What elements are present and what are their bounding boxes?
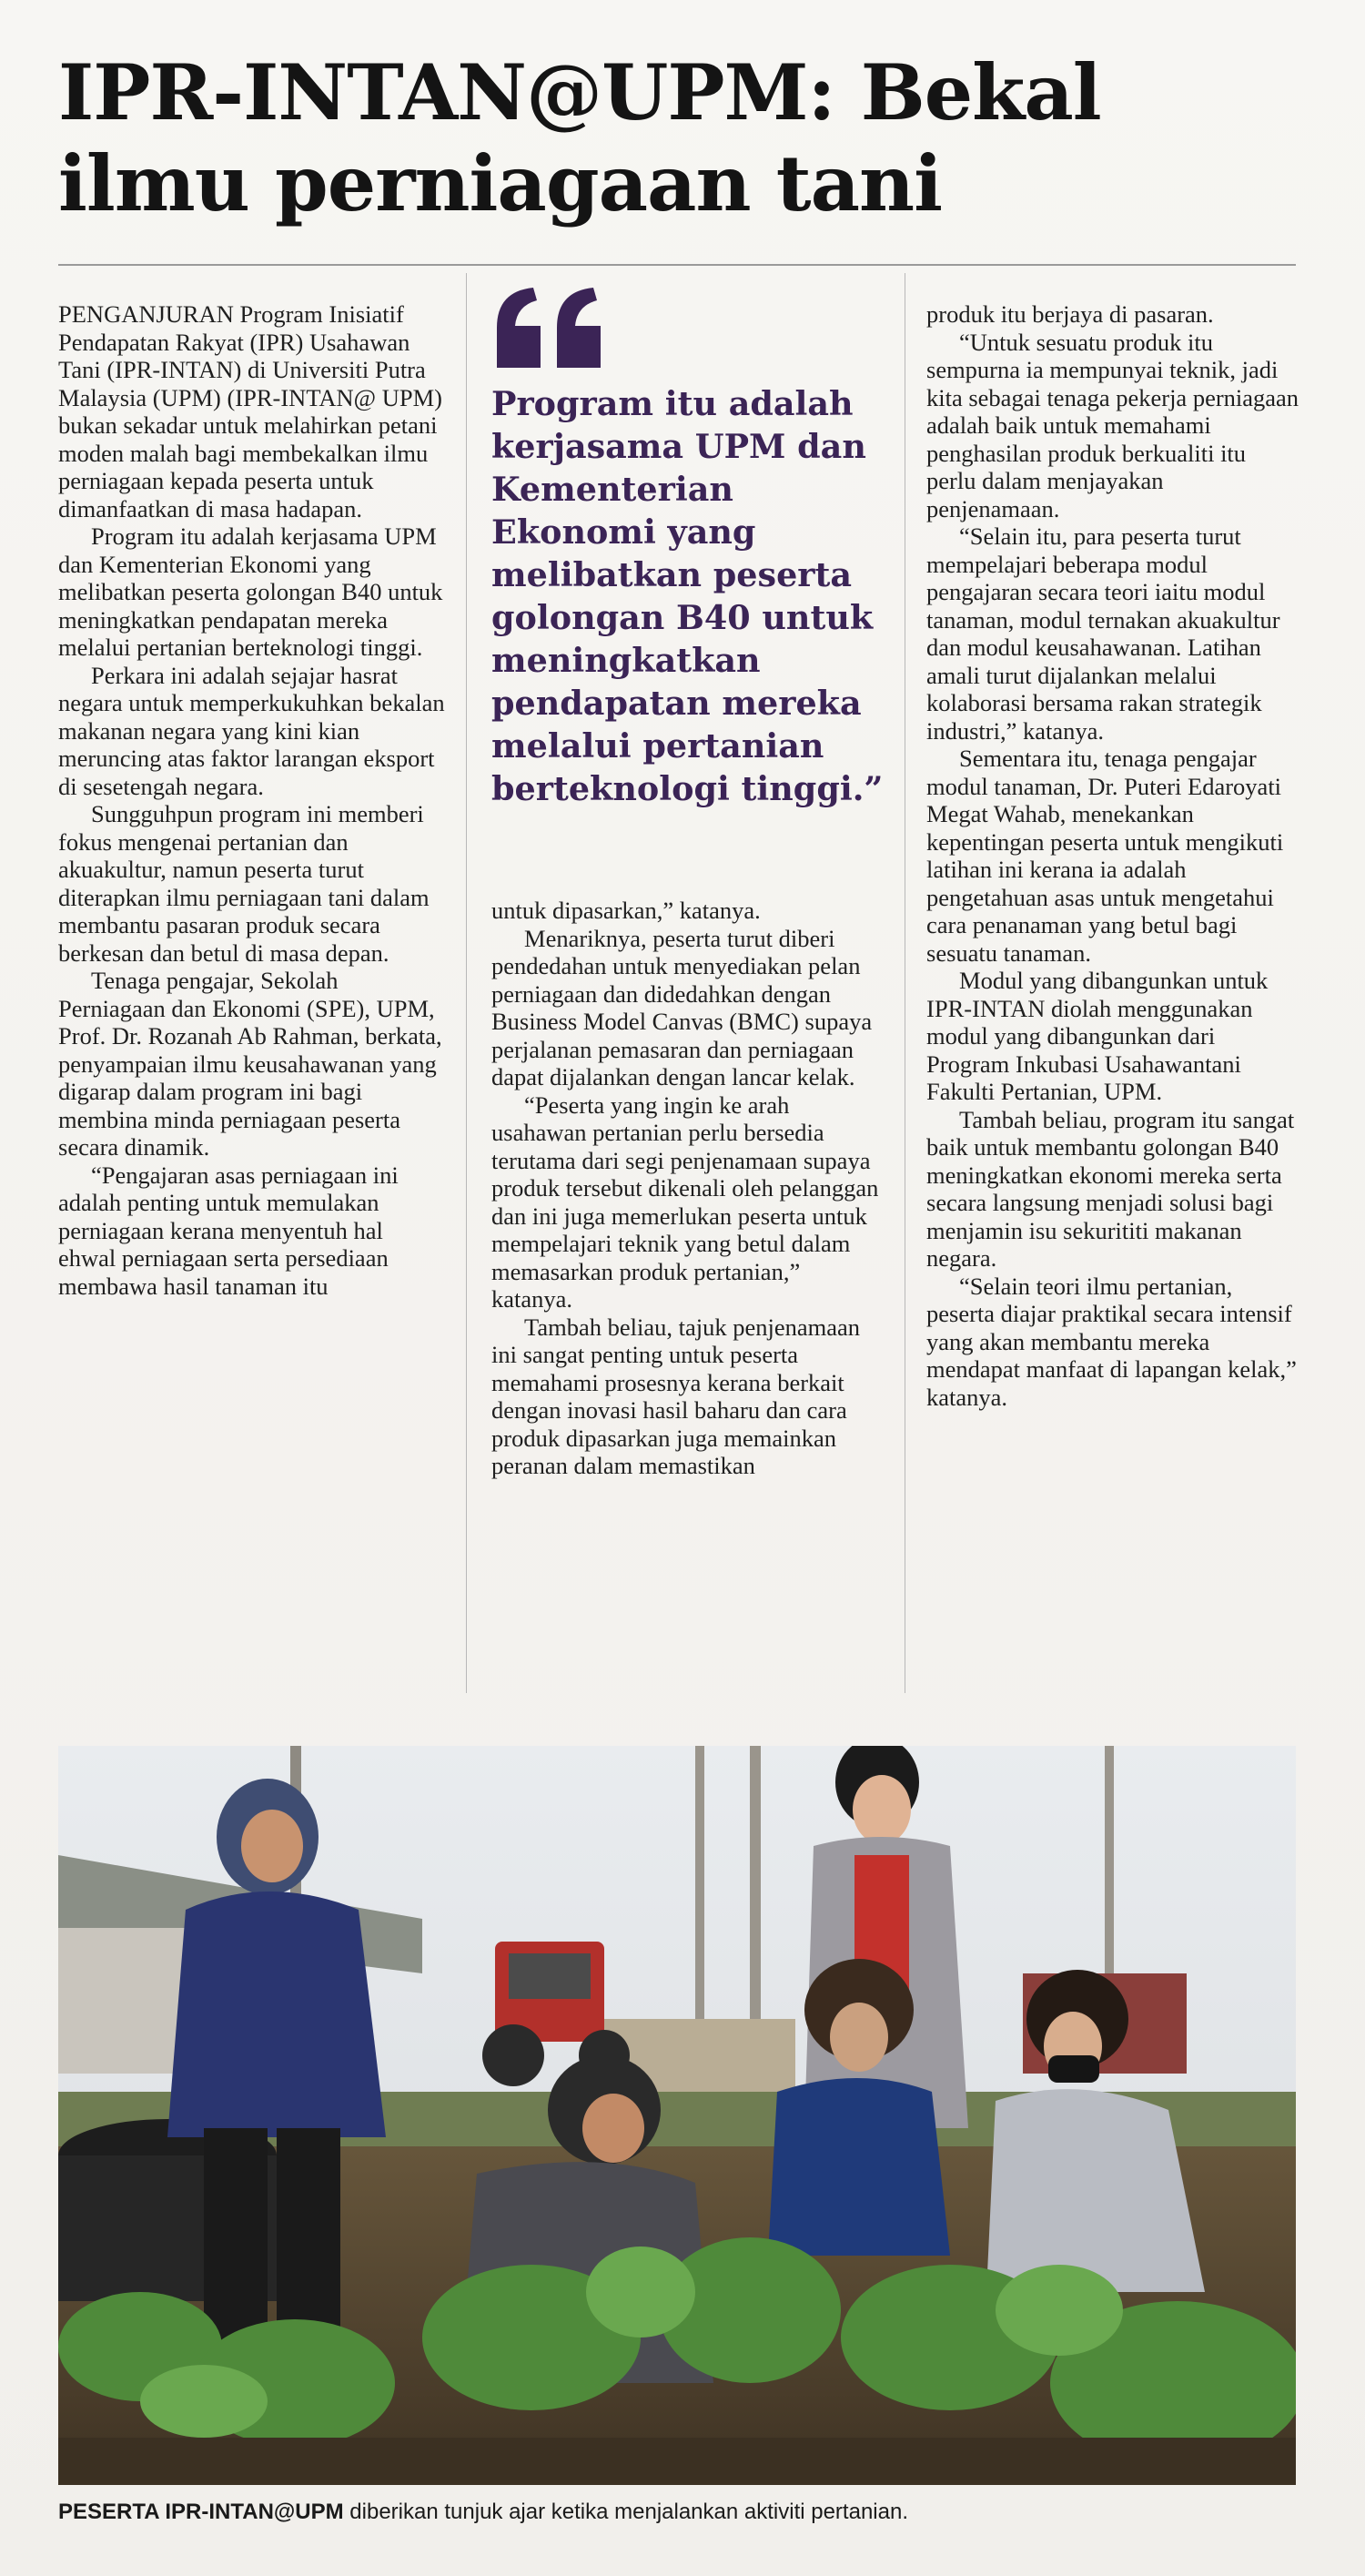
paragraph: PENGANJURAN Program Inisiatif Pendapatan Rakyat (IPR) Usahawan Tani (IPR-INTAN) di Universiti Putra Malaysia (UPM) (IPR-INTAN@ UPM) bukan sekadar untuk melahirkan petani moden malah bagi membekalkan ilmu perniagaan kepada peserta untuk dimanfaatkan di masa hadapan. [58, 300, 442, 522]
paragraph: “Pengajaran asas perniagaan ini adalah penting untuk memulakan perniagaan kerana menyentuh hal ehwal perniagaan serta persediaan membawa hasil tanaman itu [58, 1161, 399, 1300]
paragraph: “Untuk sesuatu produk itu sempurna ia mempunyai teknik, jadi kita sebagai tenaga pekerja perniagaan adalah baik untuk memahami penghasilan produk berkualiti itu perlu dalam menjayakan penjenamaan. [926, 328, 1299, 522]
paragraph: produk itu berjaya di pasaran. [926, 300, 1214, 328]
paragraph: Tenaga pengajar, Sekolah Perniagaan dan Ekonomi (SPE), UPM, Prof. Dr. Rozanah Ab Rahman, berkata, penyampaian ilmu keusahawanan yang digarap dalam program ini bagi membina minda perniagaan peserta secara dinamik. [58, 967, 442, 1161]
article-column-1 [58, 300, 446, 1300]
paragraph: “Peserta yang ingin ke arah usahawan pertanian perlu bersedia terutama dari segi penjenamaan supaya produk tersebut dikenali oleh pelanggan dan ini juga memerlukan peserta untuk mempelajari teknik yang betul dalam memasarkan produk pertanian,” katanya. [491, 1090, 879, 1313]
article-photo [58, 1746, 1296, 2485]
paragraph: Menariknya, peserta turut diberi pendedahan untuk menyediakan pelan perniagaan dan didedahkan dengan Business Model Canvas (BMC) supaya perjalanan pemasaran dan perniagaan dapat dijalankan dengan lancar kelak. [491, 924, 873, 1090]
paragraph: Sungguhpun program ini memberi fokus mengenai pertanian dan akuakultur, namun peserta turut diterapkan ilmu perniagaan tani dalam membantu pasaran produk secara berkesan dan betul di masa depan. [58, 800, 430, 967]
paragraph: Modul yang dibangunkan untuk IPR-INTAN diolah menggunakan modul yang dibangunkan dari Program Inkubasi Usahawantani Fakulti Pertanian, UPM. [926, 967, 1269, 1105]
paragraph: Program itu adalah kerjasama UPM dan Kementerian Ekonomi yang melibatkan peserta golongan B40 untuk meningkatkan pendapatan mereka melalui pertanian berteknologi tinggi. [58, 522, 443, 661]
paragraph: Tambah beliau, program itu sangat baik untuk membantu golongan B40 meningkatkan ekonomi mereka serta secara langsung menjadi solusi bagi menjamin isu sekurititi makanan negara. [926, 1105, 1295, 1272]
caption-lead: PESERTA IPR-INTAN@UPM [58, 2500, 344, 2524]
paragraph: “Selain itu, para peserta turut mempelajari beberapa modul pengajaran secara teori iaitu modul tanaman, modul ternakan akuakultur dan modul keusahawanan. Latihan amali turut dijalankan melalui kolaborasi bersama rakan strategik industri,” katanya. [926, 522, 1280, 745]
paragraph: Sementara itu, tenaga pengajar modul tanaman, Dr. Puteri Edaroyati Megat Wahab, menekankan kepentingan peserta untuk mengikuti latihan ini kerana ia adalah pengetahuan asas untuk mengetahui cara penanaman yang betul bagi sesuatu tanaman. [926, 745, 1284, 967]
headline: IPR-INTAN@UPM: Bekal ilmu perniagaan tani [58, 47, 1101, 228]
quote-mark-icon [491, 284, 610, 371]
column-divider [466, 273, 467, 1693]
paragraph: Tambah beliau, tajuk penjenamaan ini sangat penting untuk peserta memahami prosesnya kerana berkait dengan inovasi hasil baharu dan cara produk dipasarkan juga memainkan peranan dalam memastikan [491, 1313, 860, 1479]
article-column-3 [926, 300, 1299, 1411]
paragraph: Perkara ini adalah sejajar hasrat negara untuk memperkukuhkan bekalan makanan negara yang kini kian meruncing atas faktor larangan eksport di sesetengah negara. [58, 661, 445, 800]
caption-text: diberikan tunjuk ajar ketika menjalankan aktiviti pertanian. [343, 2500, 908, 2524]
photo-caption [58, 2499, 1296, 2526]
pull-quote: Program itu adalah kerjasama UPM dan Kementerian Ekonomi yang melibatkan peserta golongan B40 untuk meningkatkan pendapatan mereka melalui pertanian berteknologi tinggi.” [491, 384, 884, 808]
article-column-2 [491, 897, 883, 1480]
headline-rule [58, 264, 1296, 266]
paragraph: untuk dipasarkan,” katanya. [491, 897, 761, 924]
paragraph: “Selain teori ilmu pertanian, peserta diajar praktikal secara intensif yang akan membantu mereka mendapat manfaat di lapangan kelak,” katanya. [926, 1272, 1297, 1411]
